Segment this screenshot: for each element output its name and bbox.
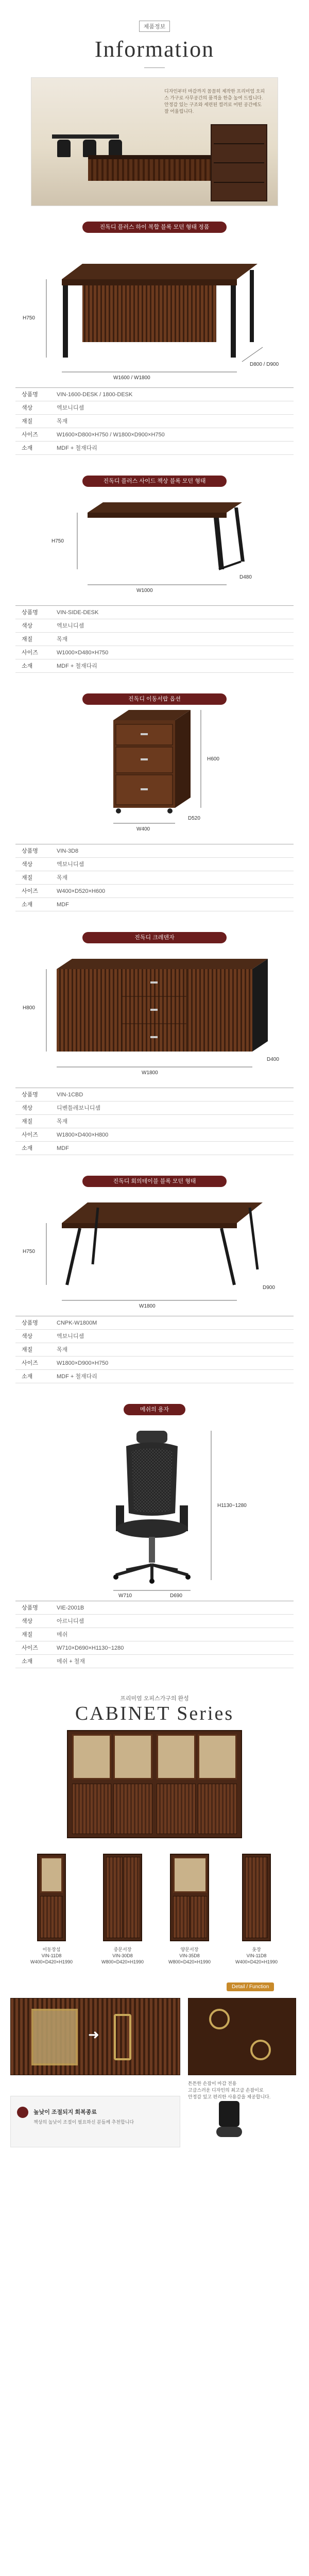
side-desk-drawing [15,487,294,605]
table-row: 소재 MDF + 철재다리 [15,442,294,455]
table-row: 소재 MDF [15,1142,294,1155]
drawer-illustration [15,705,294,844]
section-detail [0,1982,309,2153]
section-drawer [0,693,309,911]
dim-depth: D900 [263,1285,275,1291]
dim-depth: D480 [239,574,252,580]
bookshelf-shape [211,124,267,201]
arrow-right-icon: ➜ [88,2027,99,2042]
info-tag: 제품정보 [139,21,170,32]
dim-width: W1800 [139,1303,156,1309]
dim-depth: D520 [188,816,200,821]
table-row: 상품명 VIE-2001B [15,1601,294,1615]
dim-height: H750 [52,538,64,544]
spec-table [15,1601,294,1668]
section-side-desk [0,476,309,673]
section-banner: 진독디 이동서랍 옵션 [82,693,227,705]
cabinet-item-image [170,1854,209,1941]
dim-width: W400 [136,826,150,832]
chair-shape [57,140,71,157]
table-row: 사이즈 W1000×D480×H750 [15,646,294,659]
dim-height: H600 [207,756,219,762]
table-row: 사이즈 W1600×D800×H750 / W1800×D900×H750 [15,428,294,442]
detail-wood-image [10,1998,180,2075]
table-row: 소재 MDF [15,898,294,911]
chair-shape [109,140,122,157]
section-banner: 진독디 크레덴자 [82,932,227,943]
credenza-illustration [15,943,294,1088]
table-row: 재질 목재 [15,871,294,885]
dim-depth: D800 / D900 [250,362,279,367]
cabinet-item-label: 중문서장 VIN-30D8 W800×D420×H1990 [101,1947,144,1964]
desk-drawing [15,233,294,387]
cabinet-item-image [37,1854,66,1941]
cabinet-item-label: 양문서장 VIN-35D8 W800×D420×H1990 [168,1947,211,1964]
spec-table [15,1088,294,1155]
table-row: 색상 엑보니디셈 [15,858,294,871]
side-desk-illustration [15,487,294,605]
cabinet-item-label: 옷장 VIN-11D8 W400×D420×H1990 [235,1947,278,1964]
cabinet-pretitle: 프리미엄 오피스가구의 완성 [120,1696,189,1702]
partner-box [10,2096,180,2147]
partner-title: 높낮이 조절되지 회복종료 [33,2109,97,2115]
office-photo [31,77,278,206]
dim-width: W710 [118,1593,132,1599]
table-row: 색상 엑보니디셈 [15,401,294,415]
table-row: 상품명 VIN-1CBD [15,1088,294,1101]
meeting-table-illustration [15,1187,294,1316]
table-row: 상품명 CNPK-W1800M [15,1316,294,1330]
chair-illustration [15,1415,294,1601]
section-banner: 진독디 플러스 하이 복합 블록 모던 형태 정품 [82,222,227,233]
dim-height: H800 [23,1005,35,1011]
table-row: 재질 목재 [15,633,294,646]
section-credenza [0,932,309,1155]
chair-drawing [15,1415,294,1601]
credenza-drawing [15,943,294,1088]
table-row: 사이즈 W1800×D900×H750 [15,1357,294,1370]
meeting-table-drawing [15,1187,294,1316]
table-row: 소재 메쉬 + 철재 [15,1655,294,1668]
spec-table [15,605,294,673]
section-desk [0,222,309,455]
table-row: 사이즈 W710×D690×H1130~1280 [15,1641,294,1655]
dim-height: H750 [23,1249,35,1255]
dim-depth: D690 [170,1593,182,1599]
spec-table [15,387,294,455]
section-banner: 진독디 회의테이블 블록 모던 형태 [82,1176,227,1187]
table-row: 색상 엑보니디셈 [15,1330,294,1343]
dim-width: W1000 [136,588,153,594]
title-rule [144,67,165,68]
cabinet-set-image [67,1730,242,1838]
cabinet-item-image [242,1854,271,1941]
handle-closeup-image [188,1998,296,2075]
table-row: 색상 아르니디셈 [15,1615,294,1628]
table-row: 소재 MDF + 철재다리 [15,659,294,673]
section-banner: 메쉬의 용자 [124,1404,185,1415]
cabinet-title: CABINET Series [75,1703,234,1724]
table-row: 재질 메쉬 [15,1628,294,1641]
section-banner: 진독디 플러스 사이드 책상 블록 모던 형태 [82,476,227,487]
cabinet-item-image [103,1854,142,1941]
intro-description: 디자인부터 마감까지 꼼꼼히 제작한 프리미엄 오피스 가구로 사무공간의 품격을 한층 높여 드립니다. 안정감 있는 구조와 세련된 컬러로 어떤 공간에도 잘 어울립니다. [164,89,265,114]
table-row: 상품명 VIN-SIDE-DESK [15,606,294,619]
info-title: Information [94,37,215,62]
table-row: 사이즈 W1800×D400×H800 [15,1128,294,1142]
dim-height: H750 [23,315,35,321]
table-row: 색상 엑보니디셈 [15,619,294,633]
dim-depth: D400 [267,1057,279,1062]
partner-text: 책상의 높낮이 조절이 필요하신 분들께 추천합니다 [33,2120,134,2125]
drawer-drawing [15,705,294,844]
table-row: 상품명 VIN-1600-DESK / 1800-DESK [15,388,294,401]
table-row: 색상 디벤틀레보니디셈 [15,1101,294,1115]
section-cabinet [0,1694,309,1982]
table-row: 소재 MDF + 철재다리 [15,1370,294,1383]
detail-text: 튼튼한 손잡이 마감 전용 고급스러운 디자인의 최고급 손잡이로 안정감 있고 편리한 사용감을 제공합니다. [188,2081,271,2099]
table-row: 상품명 VIN-3D8 [15,844,294,858]
info-header [0,0,309,77]
table-row: 재질 목재 [15,1343,294,1357]
spec-table [15,1316,294,1383]
info-icon [17,2107,28,2118]
table-row: 사이즈 W400×D520×H600 [15,885,294,898]
spec-table [15,844,294,911]
section-meeting-table [0,1176,309,1383]
cabinet-item-label: 이동장섬 VIN-11D8 W400×D420×H1990 [30,1947,73,1964]
meeting-table-shape [52,134,119,139]
chair-shape [83,140,96,157]
detail-badge: Detail / Function [227,1982,274,1991]
dim-height: H1130~1280 [217,1503,247,1509]
desk-shape [88,155,217,181]
table-row: 재질 목재 [15,1115,294,1128]
dim-width: W1600 / W1800 [113,375,150,381]
section-chair [0,1404,309,1668]
table-row: 재질 목재 [15,415,294,428]
dim-width: W1800 [142,1070,158,1076]
caster-image [206,2096,252,2147]
